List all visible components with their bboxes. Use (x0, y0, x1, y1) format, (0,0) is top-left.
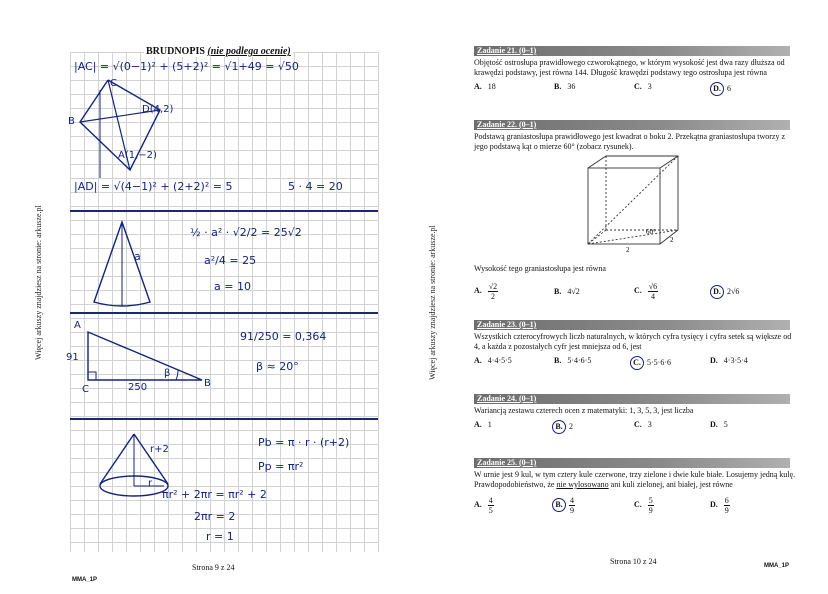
beta-result: β ≈ 20° (256, 360, 299, 373)
exam-code: MMA_1P (764, 563, 790, 569)
task-title: Zadanie 23. (0–1) (474, 320, 790, 330)
equation-3: r = 1 (206, 530, 234, 543)
task-text: Objętość ostrosłupa prawidłowego czworokątnego, w którym wysokość jest dwa razy dłuższa od krawędzi podstawy, jest równa 144. Długość krawędzi podstawy tego ostrosłupa jest równa (474, 58, 785, 77)
answer-c[interactable]: C. 3 (634, 420, 652, 429)
task-22-question (474, 262, 798, 304)
answer-a[interactable]: A. $\frac{√2}{2}$ (474, 282, 498, 301)
triangle-sketch (88, 218, 158, 308)
side-watermark-text: Więcej arkuszy znajdziesz na stronie: arkusze.pl (34, 205, 43, 360)
section-divider (70, 210, 378, 212)
point-b-label: B (68, 116, 75, 127)
ratio-formula: 91/250 = 0,364 (240, 330, 327, 343)
scratch-header: BRUDNOPIS (nie podlega ocenie) (146, 46, 291, 57)
a-result: a = 10 (214, 280, 251, 293)
answer-b[interactable]: B. 4√2 (554, 287, 580, 296)
task-text: Wariancją zestawu czterech ocen z matematyki: 1, 3, 5, 3, jest liczba (474, 406, 694, 415)
task-question: Wysokość tego graniastosłupa jest równa (474, 264, 606, 273)
answer-options (474, 282, 798, 304)
right-page (414, 0, 828, 594)
base-area-formula: Pp = πr² (258, 460, 304, 473)
right-triangle-sketch (80, 326, 210, 386)
answer-d[interactable]: D. 5 (710, 420, 728, 429)
task-title: Zadanie 24. (0–1) (474, 394, 790, 404)
selected-circle: C. (630, 356, 644, 370)
section-divider (70, 312, 378, 314)
answer-c[interactable]: C. 3 (634, 82, 652, 91)
perimeter-result: 5 · 4 = 20 (288, 180, 343, 193)
vertex-b-label: B (204, 378, 211, 389)
task-title: Zadanie 25. (0–1) (474, 458, 790, 468)
side-a-label: a (134, 250, 141, 263)
answer-c[interactable]: C. $\frac{√6}{4}$ (634, 282, 658, 301)
ac-formula: |AC| = √(0−1)² + (5+2)² = √1+49 = √50 (74, 60, 299, 73)
equation-2: 2πr = 2 (194, 510, 236, 523)
answer-d[interactable]: D. $\frac{6}{9}$ (710, 496, 729, 515)
area-formula: ½ · a² · √2/2 = 25√2 (190, 226, 302, 239)
answer-c-selected[interactable]: C. 5·5·6·6 (630, 356, 671, 370)
task-text: Podstawą graniastosłupa prawidłowego jest kwadrat o boku 2. Przekątna graniastosłupa tworzy z jego podstawą kąt o mierze 60° (zobacz rysunek). (474, 132, 786, 151)
answer-d[interactable]: D. 4·3·5·4 (710, 356, 748, 365)
side-label: 2 (626, 246, 630, 252)
answer-c[interactable]: C. $\frac{5}{9}$ (634, 496, 653, 515)
equation-1: πr² + 2πr = πr² + 2 (162, 488, 267, 501)
page-number: Strona 10 z 24 (610, 557, 657, 566)
task-title: Zadanie 21. (0–1) (474, 46, 790, 56)
leg-91-label: 91 (66, 352, 79, 363)
answer-options (474, 356, 798, 374)
answer-a[interactable]: A. 18 (474, 82, 496, 91)
leg-250-label: 250 (128, 382, 148, 393)
angle-beta-label: β (164, 368, 171, 379)
task-22 (474, 120, 798, 152)
side-label: 2 (670, 236, 674, 244)
selected-circle: B. (552, 420, 566, 434)
selected-circle: D. (710, 82, 724, 96)
point-d-label: D(4,2) (142, 104, 174, 115)
vertex-a-label: A (74, 320, 81, 331)
exam-code: MMA_1P (72, 577, 98, 583)
answer-options (474, 82, 798, 100)
answer-a[interactable]: A. $\frac{4}{5}$ (474, 496, 493, 515)
answer-d-selected[interactable]: D. 2√6 (710, 285, 739, 299)
answer-b[interactable]: B. 5·4·6·5 (554, 356, 592, 365)
task-21 (474, 46, 798, 100)
task-title: Zadanie 22. (0–1) (474, 120, 790, 130)
ad-formula: |AD| = √(4−1)² + (2+2)² = 5 (74, 180, 233, 193)
section-divider (70, 418, 378, 420)
slant-label: r+2 (150, 444, 169, 455)
vertex-c-label: C (82, 384, 89, 395)
page-number: Strona 9 z 24 (192, 563, 235, 572)
answer-d-selected[interactable]: D. 6 (710, 82, 731, 96)
task-25 (474, 458, 798, 518)
answer-b[interactable]: B. 36 (554, 82, 576, 91)
prism-figure (582, 152, 692, 252)
task-23 (474, 320, 798, 374)
task-24 (474, 394, 798, 438)
point-a-label: A(1,−2) (118, 150, 157, 161)
answer-b-selected[interactable]: B. 2 (552, 420, 573, 434)
answer-b-selected[interactable]: B. $\frac{4}{9}$ (552, 496, 575, 515)
selected-circle: D. (710, 285, 724, 299)
answer-a[interactable]: A. 1 (474, 420, 492, 429)
radius-label: r (148, 478, 153, 489)
answer-options (474, 420, 798, 438)
side-watermark-text: Więcej arkuszy znajdziesz na stronie: arkusze.pl (428, 225, 437, 380)
answer-a[interactable]: A. 4·4·5·5 (474, 356, 512, 365)
point-c-label: C (110, 78, 117, 89)
a-squared-formula: a²/4 = 25 (204, 254, 257, 267)
lateral-area-formula: Pb = π · r · (r+2) (258, 436, 350, 449)
angle-label: 60° (646, 228, 656, 236)
rhombus-sketch (70, 70, 190, 180)
selected-circle: B. (552, 498, 566, 512)
answer-options (474, 496, 798, 518)
task-text: W urnie jest 9 kul, w tym cztery kule czerwone, trzy zielone i dwie kule białe. Losujemy jedną kulę. Prawdopodobieństwo, że nie wylosowano ani kuli zielonej, ani białej, jest równe (474, 470, 796, 489)
task-text: Wszystkich czterocyfrowych liczb naturalnych, w których cyfra tysięcy i cyfra setek są większe od 4, a każda z pozostałych cyfr jest mniejsza od 6, jest (474, 332, 792, 351)
